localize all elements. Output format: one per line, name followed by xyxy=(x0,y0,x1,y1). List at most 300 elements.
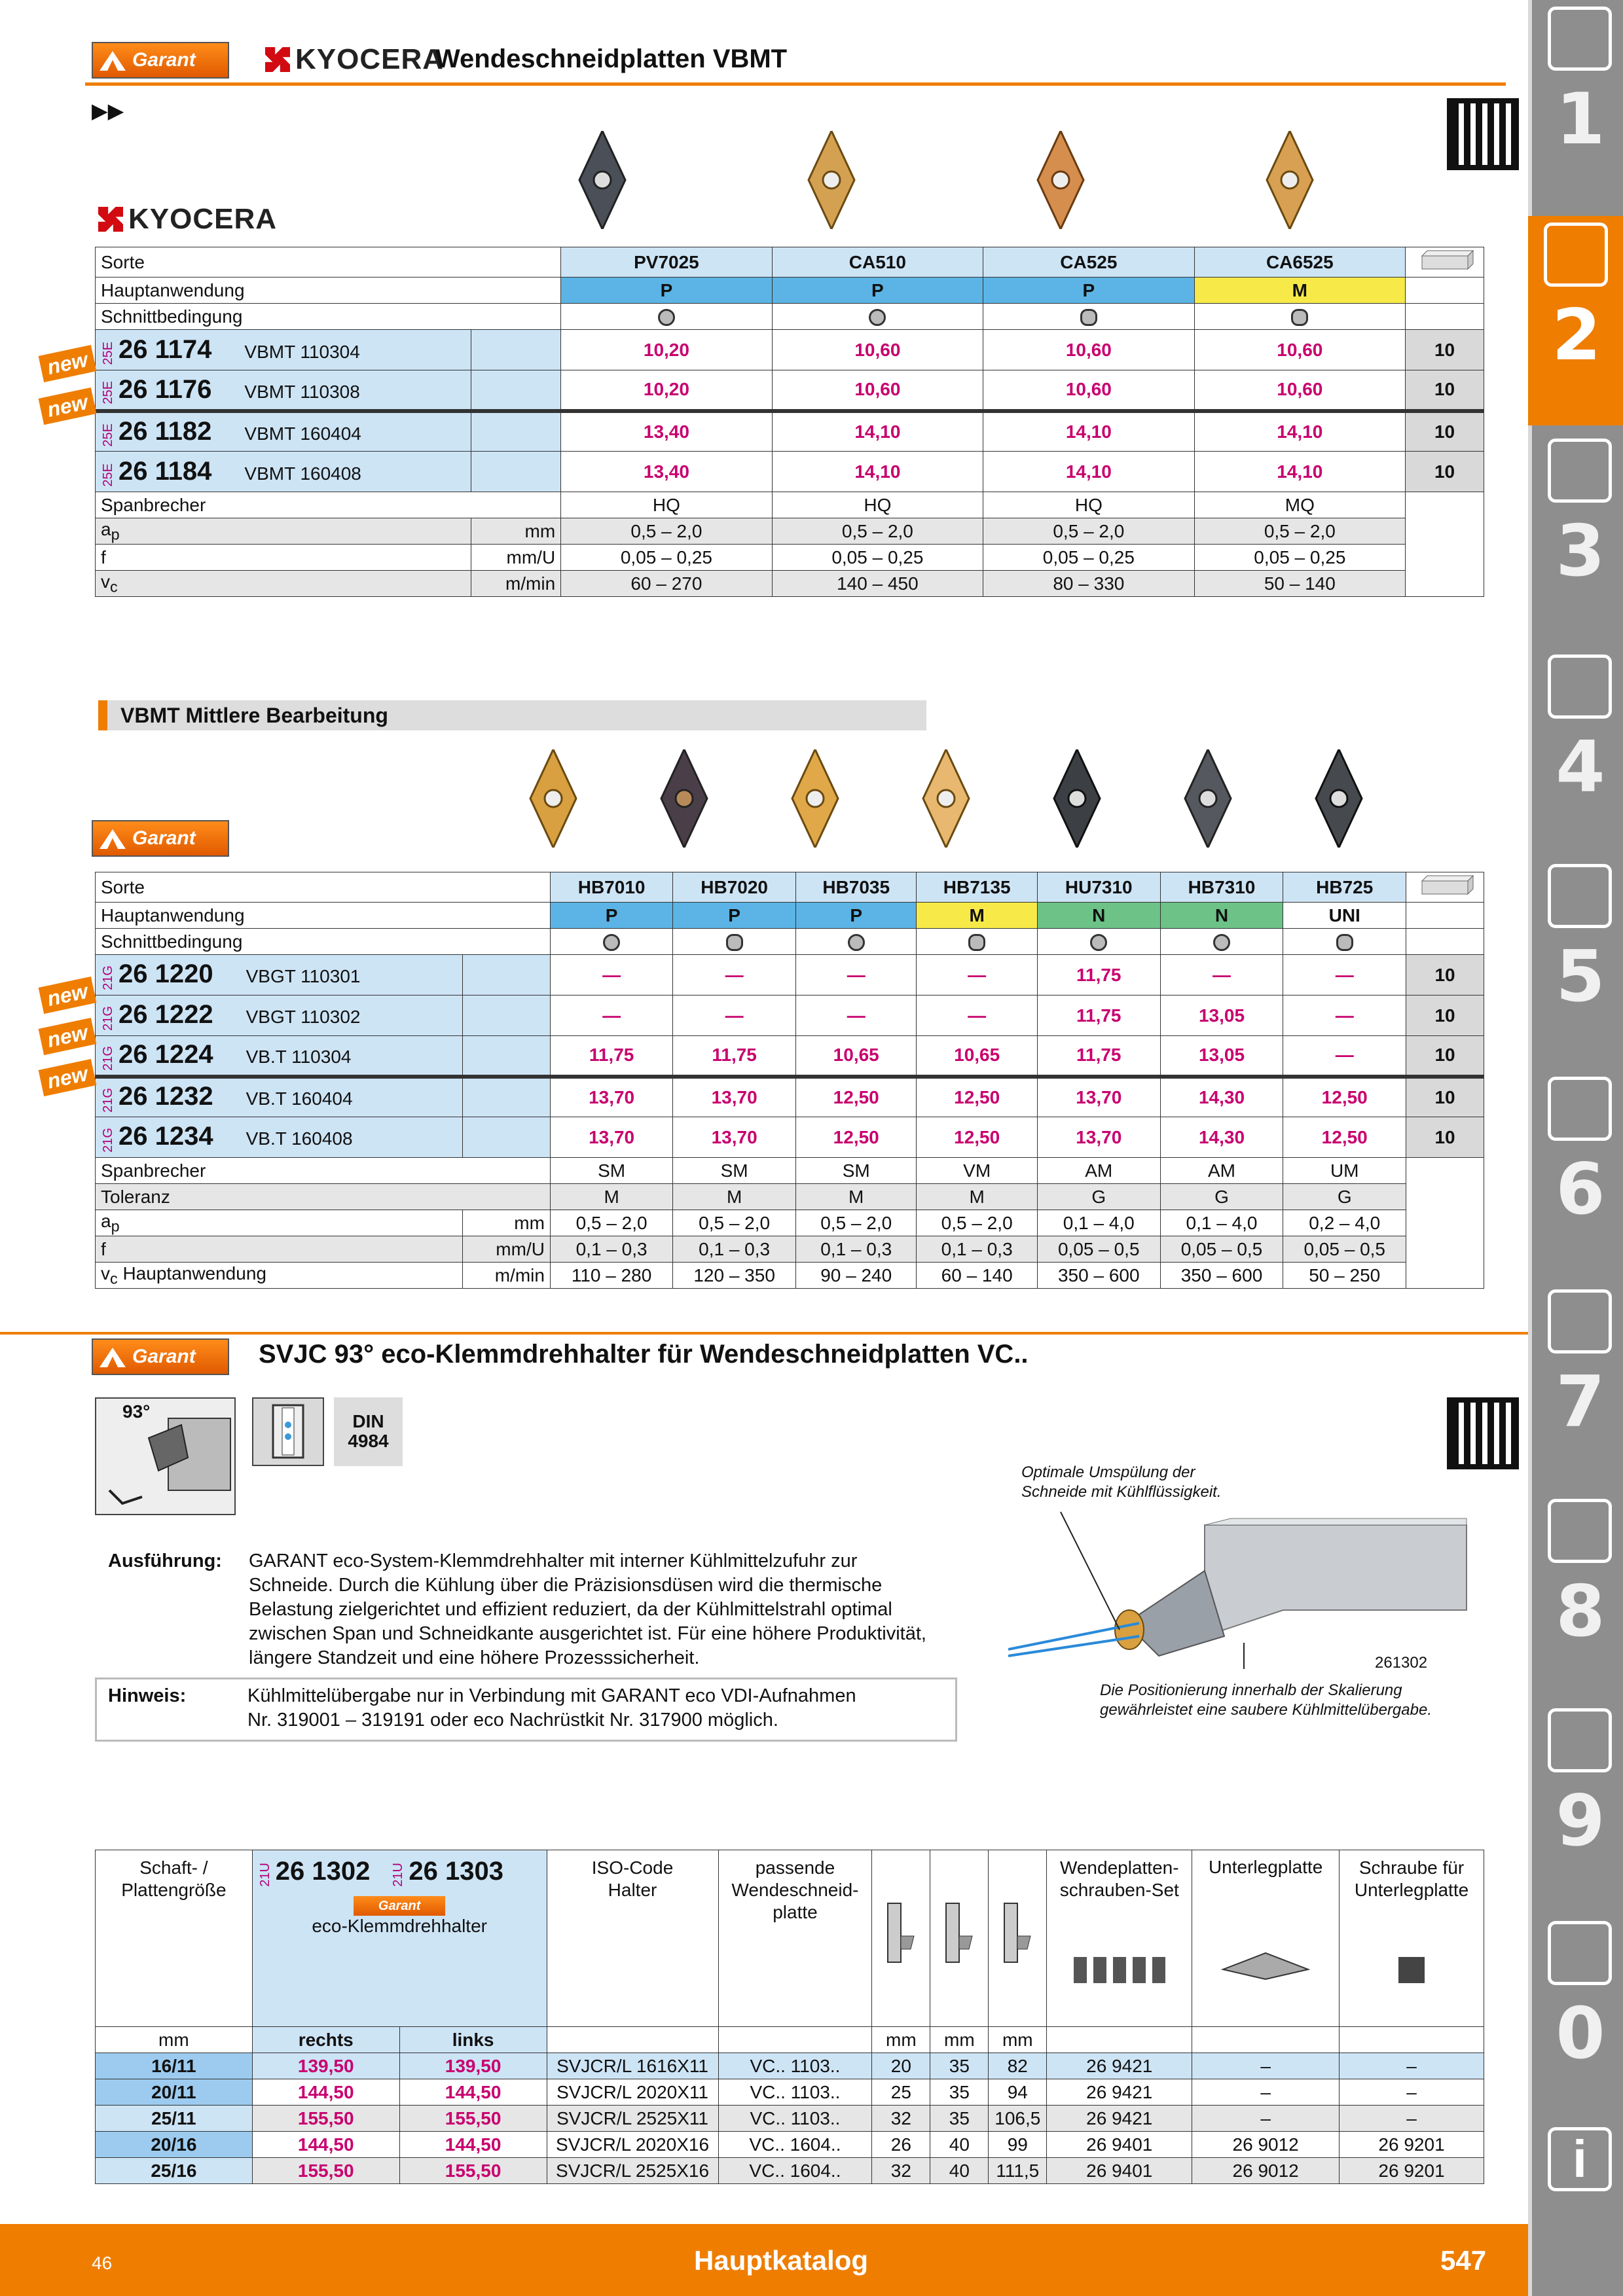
table-cell xyxy=(471,330,561,370)
text-fragment: 5 xyxy=(1556,936,1605,1018)
table-cell: SVJCR/L 2020X11 xyxy=(547,2079,718,2106)
table-cell: 32 xyxy=(872,2158,930,2184)
table-cell: 120 – 350 xyxy=(673,1263,796,1289)
table-cell: 0,05 – 0,25 xyxy=(983,545,1194,571)
table-cell: 0,05 – 0,5 xyxy=(1160,1236,1283,1263)
condition-icon xyxy=(658,309,675,326)
chapter-sidebar xyxy=(1528,0,1623,2296)
table-cell: – xyxy=(1192,2079,1340,2106)
table-cell: 26 9012 xyxy=(1192,2132,1340,2158)
table-cell: SM xyxy=(550,1158,672,1184)
table-cell: AM xyxy=(1160,1158,1283,1184)
table-cell xyxy=(462,1077,550,1117)
table-cell: 26 9401 xyxy=(1047,2132,1192,2158)
text-fragment: ISO-Code xyxy=(591,1857,674,1878)
price-cell: 14,10 xyxy=(983,452,1194,492)
table-cell xyxy=(462,1117,550,1158)
table-cell: 139,50 xyxy=(399,2053,547,2079)
table-cell xyxy=(462,996,550,1036)
price-cell: 10,20 xyxy=(561,330,772,370)
text-fragment: p xyxy=(111,526,120,543)
text-fragment: VBMT 160404 xyxy=(244,423,361,444)
text-fragment: Garant xyxy=(132,49,196,71)
label-f: f xyxy=(96,1236,463,1263)
label-vc xyxy=(96,571,471,597)
table-cell: 155,50 xyxy=(399,2106,547,2132)
text-fragment: 21G xyxy=(101,965,115,990)
text-fragment: 26 1184 xyxy=(119,456,212,486)
price-cell: 10,60 xyxy=(983,330,1194,370)
table-cell: mm xyxy=(96,2027,253,2053)
text-fragment: 7 xyxy=(1556,1361,1605,1443)
din-badge xyxy=(334,1397,403,1466)
table-cell: 35 xyxy=(930,2053,989,2079)
table-cell: 20/16 xyxy=(96,2132,253,2158)
saw-icon xyxy=(1548,864,1612,928)
pack-count: 10 xyxy=(1406,411,1484,452)
condition-icon xyxy=(848,934,865,951)
table-cell: 11,75 xyxy=(1037,996,1160,1036)
table-cell: 0,5 – 2,0 xyxy=(673,1210,796,1236)
text-fragment: GARANT eco-System-Klemmdrehhalter mit interner Kühlmittelzufuhr zur xyxy=(249,1551,858,1571)
table-cell: 13,70 xyxy=(1037,1117,1160,1158)
grade-header: HU7310 xyxy=(1037,872,1160,903)
table-cell xyxy=(1194,304,1405,330)
article-number xyxy=(96,1036,463,1077)
chapter-tab-2[interactable] xyxy=(1528,216,1623,425)
table-cell: – xyxy=(1192,2106,1340,2132)
label-f: f xyxy=(96,545,471,571)
table-cell: 0,05 – 0,25 xyxy=(561,545,772,571)
grade-header: HB7020 xyxy=(673,872,796,903)
text-fragment: VBMT 110308 xyxy=(244,381,360,402)
ausfuehrung-text xyxy=(249,1549,926,1670)
table-cell xyxy=(1406,1158,1484,1289)
label-vc xyxy=(96,1263,463,1289)
table-cell: 111,5 xyxy=(989,2158,1047,2184)
text-fragment: 21G xyxy=(101,1127,115,1153)
table-cell: 99 xyxy=(989,2132,1047,2158)
insert-image-hb7135 xyxy=(920,749,972,848)
text-fragment: 26 1176 xyxy=(119,374,212,404)
price-cell: 14,10 xyxy=(772,452,983,492)
insert-image-ca510 xyxy=(805,131,858,229)
section-rule xyxy=(0,1332,1528,1335)
table-holders xyxy=(95,1850,1484,2184)
text-fragment: zwischen Span und Schneidkante ausgerichtet ist. Für eine höhere Produktivität, xyxy=(249,1623,926,1644)
price-cell: 10,60 xyxy=(1194,330,1405,370)
table-cell: 26 9421 xyxy=(1047,2079,1192,2106)
table-cell: 11,75 xyxy=(1037,955,1160,996)
table-cell: 10,65 xyxy=(795,1036,916,1077)
insert-image-hb7010 xyxy=(527,749,579,848)
table-cell: 14,30 xyxy=(1160,1077,1283,1117)
text-fragment: platte xyxy=(773,1902,818,1922)
table-cell: SM xyxy=(795,1158,916,1184)
table-cell: — xyxy=(550,996,672,1036)
text-fragment: VB.T 110304 xyxy=(246,1046,352,1067)
table-cell: G xyxy=(1160,1184,1283,1210)
table-cell: 0,5 – 2,0 xyxy=(550,1210,672,1236)
table-cell xyxy=(471,452,561,492)
condition-icon xyxy=(1291,309,1308,326)
application-cell: N xyxy=(1037,903,1160,929)
table-cell xyxy=(1406,929,1484,955)
table-cell: 25/16 xyxy=(96,2158,253,2184)
qr-code xyxy=(1447,1397,1519,1469)
info-icon: i xyxy=(1548,2127,1612,2191)
insert-image-ca525 xyxy=(1034,131,1087,229)
text-fragment: VB.T 160408 xyxy=(246,1128,353,1149)
price-cell: 13,40 xyxy=(561,452,772,492)
text-fragment: VB.T 160404 xyxy=(246,1088,353,1109)
table-cell: 0,2 – 4,0 xyxy=(1283,1210,1406,1236)
table-cell xyxy=(795,929,916,955)
table-cell: 13,70 xyxy=(673,1117,796,1158)
table-cell: 139,50 xyxy=(252,2053,399,2079)
insert-image-hu7310 xyxy=(1051,749,1103,848)
condition-icon xyxy=(1080,309,1097,326)
text-fragment: VBMT 110304 xyxy=(244,341,360,362)
table-cell: — xyxy=(1160,955,1283,996)
table-cell xyxy=(1192,2027,1340,2053)
table-cell: 26 9201 xyxy=(1340,2132,1484,2158)
section-title: SVJC 93° eco-Klemmdrehhalter für Wendeschneidplatten VC.. xyxy=(259,1340,1029,1369)
table-cell: 35 xyxy=(930,2106,989,2132)
text-fragment xyxy=(258,1857,541,1887)
label-toleranz: Toleranz xyxy=(96,1184,551,1210)
text-fragment: Nr. 319001 – 319191 oder eco Nachrüstkit Nr. 317900 möglich. xyxy=(247,1710,778,1731)
table-cell: 20 xyxy=(872,2053,930,2079)
table-cell: VC.. 1103.. xyxy=(718,2079,872,2106)
table-cell: MQ xyxy=(1194,492,1405,518)
chapter-tab-7[interactable] xyxy=(1541,1283,1620,1492)
chapter-tab-8[interactable] xyxy=(1541,1492,1620,1702)
table-cell: 12,50 xyxy=(795,1117,916,1158)
label-haupt: Hauptanwendung xyxy=(96,903,551,929)
insert-image-hb7035 xyxy=(789,749,841,848)
grade-header: HB7135 xyxy=(917,872,1037,903)
table-cell: 90 – 240 xyxy=(795,1263,916,1289)
table-cell: 155,50 xyxy=(252,2158,399,2184)
table-cell: 144,50 xyxy=(252,2079,399,2106)
new-badge: new xyxy=(39,345,97,382)
text-fragment: Garant xyxy=(132,827,196,849)
table-cell: — xyxy=(1283,996,1406,1036)
application-cell: P xyxy=(673,903,796,929)
new-badge: new xyxy=(39,1018,97,1055)
text-fragment: VBMT 160408 xyxy=(244,463,361,484)
article-number xyxy=(96,370,471,411)
pack-count: 10 xyxy=(1406,370,1484,411)
table-cell: 26 9201 xyxy=(1340,2158,1484,2184)
table-cell: 26 9012 xyxy=(1192,2158,1340,2184)
section-heading: VBMT Mittlere Bearbeitung xyxy=(98,700,926,730)
application-cell: P xyxy=(550,903,672,929)
table-cell: 12,50 xyxy=(917,1117,1037,1158)
text-fragment: 21U xyxy=(257,1863,272,1887)
garant-logo xyxy=(92,42,229,79)
text-fragment: 26 1232 xyxy=(119,1082,213,1111)
footer-page-left: 46 xyxy=(92,2253,113,2273)
footer-title: Hauptkatalog xyxy=(694,2245,869,2276)
text-fragment: 2 xyxy=(1552,295,1601,376)
table-cell: 13,70 xyxy=(1037,1077,1160,1117)
condition-icon xyxy=(1090,934,1107,951)
price-cell: 14,10 xyxy=(772,411,983,452)
table-cell xyxy=(471,411,561,452)
table-cell xyxy=(1037,929,1160,955)
table-cell: — xyxy=(795,996,916,1036)
text-fragment: 26 1182 xyxy=(119,417,212,446)
table-cell: 35 xyxy=(930,2079,989,2106)
table-cell: 144,50 xyxy=(252,2132,399,2158)
table-cell: 50 – 140 xyxy=(1194,571,1405,597)
text-fragment: 21G xyxy=(101,1045,115,1071)
chapter-tab-info[interactable] xyxy=(1541,2121,1620,2219)
table-cell: HQ xyxy=(983,492,1194,518)
article-number xyxy=(96,1117,463,1158)
page-title: Wendeschneidplatten VBMT xyxy=(435,45,788,73)
condition-icon xyxy=(1336,934,1353,951)
chapter-tab-4[interactable] xyxy=(1541,648,1620,857)
table-cell xyxy=(1406,304,1484,330)
insert-image-pv7025 xyxy=(576,131,629,229)
table-cell: 0,5 – 2,0 xyxy=(917,1210,1037,1236)
table-vbmt-garant xyxy=(95,872,1484,1289)
label-schnitt: Schnittbedingung xyxy=(96,929,551,955)
new-badge: new xyxy=(39,387,97,425)
chapter-tab-1[interactable] xyxy=(1541,0,1620,209)
text-fragment: 25E xyxy=(101,463,115,487)
table-cell: mm xyxy=(462,1210,550,1236)
application-cell: UNI xyxy=(1283,903,1406,929)
text-fragment: 25E xyxy=(101,341,115,365)
table-cell: 13,70 xyxy=(673,1077,796,1117)
text-fragment: 26 1302 xyxy=(275,1857,371,1886)
grade-header: CA525 xyxy=(983,247,1194,278)
table-cell: 0,1 – 0,3 xyxy=(550,1236,672,1263)
text-fragment: längere Standzeit und eine höhere Prozesssicherheit. xyxy=(249,1647,700,1668)
table-cell: 350 – 600 xyxy=(1160,1263,1283,1289)
grade-header: CA6525 xyxy=(1194,247,1405,278)
grade-header: HB7310 xyxy=(1160,872,1283,903)
table-cell: 12,50 xyxy=(917,1077,1037,1117)
table-cell: 26 9401 xyxy=(1047,2158,1192,2184)
table-cell: m/min xyxy=(471,571,561,597)
table-cell: 13,05 xyxy=(1160,1036,1283,1077)
table-cell: 144,50 xyxy=(399,2079,547,2106)
table-cell: 40 xyxy=(930,2132,989,2158)
hinweis-text xyxy=(247,1684,856,1732)
text-fragment: 26 1220 xyxy=(119,960,213,989)
text-fragment: p xyxy=(111,1217,120,1235)
text-fragment: Plattengröße xyxy=(121,1880,227,1900)
text-fragment: 0 xyxy=(1556,1993,1605,2075)
condition-icon xyxy=(726,934,743,951)
label-sorte: Sorte xyxy=(96,872,551,903)
price-cell: 10,60 xyxy=(983,370,1194,411)
table-cell: VC.. 1604.. xyxy=(718,2158,872,2184)
table-cell: VC.. 1103.. xyxy=(718,2053,872,2079)
col-passend xyxy=(718,1850,872,2027)
text-fragment: 25E xyxy=(101,381,115,404)
chuck-icon xyxy=(1548,439,1612,503)
table-cell: 50 – 250 xyxy=(1283,1263,1406,1289)
table-cell: 11,75 xyxy=(673,1036,796,1077)
table-cell: 155,50 xyxy=(399,2158,547,2184)
application-cell: P xyxy=(983,278,1194,304)
text-fragment: Schaft- / xyxy=(139,1857,208,1878)
price-cell: 14,10 xyxy=(1194,411,1405,452)
table-cell: 11,75 xyxy=(1037,1036,1160,1077)
new-badge: new xyxy=(39,1059,97,1096)
table-cell: 10,65 xyxy=(917,1036,1037,1077)
table-cell: 10 xyxy=(1406,1117,1484,1158)
price-cell: 10,60 xyxy=(772,330,983,370)
text-fragment: 9 xyxy=(1556,1780,1605,1862)
application-cell: P xyxy=(772,278,983,304)
application-cell: M xyxy=(1194,278,1405,304)
holder-subtitle: eco-Klemmdrehhalter xyxy=(312,1915,487,1936)
condition-icon xyxy=(603,934,620,951)
pack-count: 10 xyxy=(1406,330,1484,370)
table-cell: 40 xyxy=(930,2158,989,2184)
coolant-pictogram xyxy=(252,1397,324,1466)
article-number xyxy=(96,1077,463,1117)
insert-image-hb7310 xyxy=(1182,749,1234,848)
price-cell: 10,60 xyxy=(772,370,983,411)
chapter-tab-9[interactable] xyxy=(1541,1702,1620,1911)
table-cell xyxy=(1406,278,1484,304)
table-cell xyxy=(673,929,796,955)
text-fragment: 26 1234 xyxy=(119,1122,213,1151)
text-fragment: Hauptanwendung xyxy=(122,1263,266,1283)
workbench-icon xyxy=(1548,1499,1612,1563)
condition-icon xyxy=(869,309,886,326)
text-fragment: Garant xyxy=(132,1346,196,1367)
table-cell xyxy=(550,929,672,955)
table-cell: mm xyxy=(989,2027,1047,2053)
label-sorte: Sorte xyxy=(96,247,561,278)
table-cell: 0,1 – 0,3 xyxy=(795,1236,916,1263)
text-fragment: DIN xyxy=(352,1411,384,1431)
table-cell: 12,50 xyxy=(1283,1117,1406,1158)
table-cell: — xyxy=(795,955,916,996)
article-number xyxy=(96,996,463,1036)
text-fragment: schrauben-Set xyxy=(1059,1880,1179,1900)
text-fragment: KYOCERA xyxy=(295,43,445,75)
table-cell: SVJCR/L 2525X16 xyxy=(547,2158,718,2184)
chapter-tab-6[interactable] xyxy=(1541,1070,1620,1280)
table-cell: HQ xyxy=(772,492,983,518)
grade-header: PV7025 xyxy=(561,247,772,278)
table-cell: — xyxy=(917,996,1037,1036)
table-cell: 106,5 xyxy=(989,2106,1047,2132)
top-rule xyxy=(85,82,1506,86)
table-vbmt-kyocera xyxy=(95,247,1484,597)
table-cell: SVJCR/L 2525X11 xyxy=(547,2106,718,2132)
table-cell: M xyxy=(673,1184,796,1210)
label-ap xyxy=(96,518,471,545)
price-cell: 10,20 xyxy=(561,370,772,411)
table-cell: — xyxy=(917,955,1037,996)
garant-logo xyxy=(92,820,229,857)
col-schaft xyxy=(96,1850,253,2027)
table-cell xyxy=(1160,929,1283,955)
chapter-tab-5[interactable] xyxy=(1541,857,1620,1067)
cabinet-icon xyxy=(1548,1708,1612,1772)
chapter-tab-3[interactable] xyxy=(1541,432,1620,641)
table-cell: UM xyxy=(1283,1158,1406,1184)
text-fragment: Schneide. Durch die Kühlung über die Präzisionsdüsen wird die thermische xyxy=(249,1575,883,1596)
text-fragment: 21G xyxy=(101,1088,115,1113)
text-fragment: 8 xyxy=(1556,1571,1605,1653)
table-cell: 0,5 – 2,0 xyxy=(772,518,983,545)
price-cell: 14,10 xyxy=(983,411,1194,452)
text-fragment: Schraube für xyxy=(1359,1857,1465,1878)
table-cell: links xyxy=(399,2027,547,2053)
table-cell: 26 9421 xyxy=(1047,2053,1192,2079)
table-cell: 60 – 140 xyxy=(917,1263,1037,1289)
chapter-tab-0[interactable] xyxy=(1541,1914,1620,2124)
label-spanbrecher: Spanbrecher xyxy=(96,1158,551,1184)
grade-header: HB7035 xyxy=(795,872,916,903)
table-cell xyxy=(462,1036,550,1077)
condition-icon xyxy=(968,934,985,951)
caption-coolant xyxy=(1021,1463,1221,1502)
caption-position xyxy=(1100,1681,1432,1720)
table-cell: 25 xyxy=(872,2079,930,2106)
article-number xyxy=(96,955,463,996)
kyocera-logo-2 xyxy=(98,203,277,236)
table-cell: 11,75 xyxy=(550,1036,672,1077)
dim-icon xyxy=(989,1850,1047,2027)
text-fragment xyxy=(265,47,290,72)
text-fragment: Unterlegplatte xyxy=(1208,1857,1323,1877)
image-article-number: 261302 xyxy=(1375,1654,1428,1672)
article-number xyxy=(96,411,471,452)
label-schnitt: Schnittbedingung xyxy=(96,304,561,330)
label-spanbrecher: Spanbrecher xyxy=(96,492,561,518)
table-cell: 60 – 270 xyxy=(561,571,772,597)
table-cell: 0,5 – 2,0 xyxy=(983,518,1194,545)
table-cell: – xyxy=(1340,2079,1484,2106)
table-cell: 0,05 – 0,5 xyxy=(1037,1236,1160,1263)
table-cell: 26 9421 xyxy=(1047,2106,1192,2132)
footer-bar xyxy=(0,2224,1528,2296)
table-cell: — xyxy=(550,955,672,996)
table-cell: — xyxy=(1283,1036,1406,1077)
table-cell: 0,1 – 0,3 xyxy=(917,1236,1037,1263)
col-schraube xyxy=(1340,1850,1484,2027)
grade-header: CA510 xyxy=(772,247,983,278)
table-cell: 13,70 xyxy=(550,1077,672,1117)
col-iso xyxy=(547,1850,718,2027)
table-cell: mm xyxy=(930,2027,989,2053)
text-fragment: 6 xyxy=(1556,1149,1605,1230)
condition-icon xyxy=(1213,934,1230,951)
text-fragment: VBGT 110301 xyxy=(246,966,361,987)
table-cell: HQ xyxy=(561,492,772,518)
table-cell xyxy=(1406,492,1484,597)
text-fragment: 4984 xyxy=(348,1431,389,1451)
table-cell: 350 – 600 xyxy=(1037,1263,1160,1289)
table-cell: 0,1 – 4,0 xyxy=(1160,1210,1283,1236)
table-cell: M xyxy=(917,1184,1037,1210)
table-cell: G xyxy=(1037,1184,1160,1210)
text-fragment: 26 1303 xyxy=(409,1857,503,1886)
